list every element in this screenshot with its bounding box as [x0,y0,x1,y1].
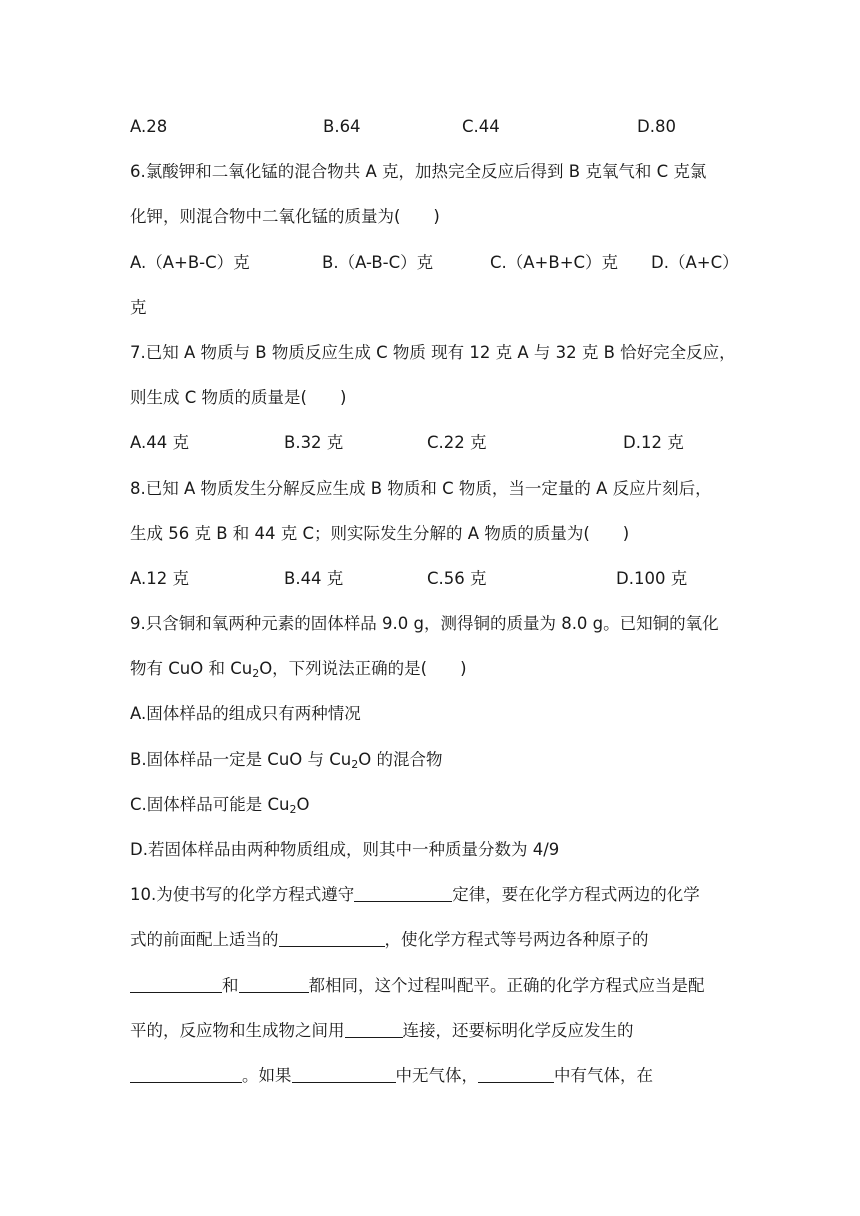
q10-text-4a: 平的，反应物和生成物之间用 [130,1020,345,1040]
q10-text-3a: 和 [222,975,239,995]
q9-subscript: 2 [252,667,260,681]
q10-text-2b: ，使化学方程式等号两边各种原子的 [384,930,649,950]
q8-stem-line-2: 生成 56 克 B 和 44 克 C；则实际发生分解的 A 物质的质量为( ) [130,523,630,543]
q8-stem-line-1: 8.已知 A 物质发生分解反应生成 B 物质和 C 物质，当一定量的 A 反应片刻后， [130,478,712,498]
q9-option-c-text-a: C.固体样品可能是 Cu [130,794,290,814]
q10-text-2a: 式的前面配上适当的 [130,930,279,950]
q7-stem-line-1: 7.已知 A 物质与 B 物质反应生成 C 物质 现有 12 克 A 与 32 克 B 恰好完全反应， [130,342,736,362]
q8-options [130,556,740,601]
q9-option-c-text-b: O [296,794,310,814]
q10-line-1 [130,872,740,917]
q10-line-3 [130,963,740,1008]
q10-text-4b: 连接，还要标明化学反应发生的 [402,1020,634,1040]
q6-option-c: C.（A+B+C）克 [490,252,619,272]
q9-option-b-subscript: 2 [351,757,359,771]
q9-stem-text-a: 物有 CuO 和 Cu [130,659,253,679]
q10-text-3b: 都相同，这个过程叫配平。正确的化学方程式应当是配 [308,975,705,995]
q5-option-b: B.64 [323,117,361,136]
q8-option-b: B.44 克 [284,568,344,588]
q7-stem-line-2: 则生成 C 物质的质量是( ) [130,388,347,408]
q10-text-5a: 。如果 [242,1065,292,1085]
q6-stem-line-2: 化钾，则混合物中二氧化锰的质量为( ) [130,207,440,227]
q6-stem-line-1: 6.氯酸钾和二氧化锰的混合物共 A 克，加热完全反应后得到 B 克氧气和 C 克氯 [130,162,707,182]
worksheet-page [130,104,740,1098]
q7-option-c: C.22 克 [427,433,487,453]
q8-option-d: D.100 克 [616,568,688,588]
q5-option-d: D.80 [637,117,676,136]
q9-option-b-text-a: B.固体样品一定是 CuO 与 Cu [130,749,352,769]
q5-option-a: A.28 [130,117,168,136]
q9-option-d: D.若固体样品由两种物质组成，则其中一种质量分数为 4/9 [130,840,560,859]
q9-option-c [130,782,740,827]
q10-blank-6[interactable] [130,1064,242,1083]
q10-blank-2[interactable] [279,928,385,947]
q10-line-4 [130,1008,740,1053]
q6-option-b: B.（A-B-C）克 [322,252,434,272]
q7-options [130,420,740,465]
q6-option-d: D.（A+C） [651,252,739,272]
q10-line-2 [130,917,740,962]
q10-text-1a: 10.为使书写的化学方程式遵守 [130,885,355,905]
q6-option-d-continued: 克 [130,297,147,317]
q8-option-a: A.12 克 [130,568,189,588]
q10-blank-8[interactable] [478,1064,554,1083]
q9-stem-text-b: O，下列说法正确的是( ) [259,659,467,679]
q10-blank-1[interactable] [354,883,452,902]
q6-options [130,240,740,285]
q9-option-b [130,737,740,782]
q5-options [130,104,740,149]
q10-blank-5[interactable] [345,1019,403,1038]
q10-blank-4[interactable] [239,974,309,993]
q8-option-c: C.56 克 [427,568,487,588]
q5-option-c: C.44 [462,117,500,136]
q7-option-b: B.32 克 [284,433,344,453]
q9-stem-line-1: 9.只含铜和氧两种元素的固体样品 9.0 g，测得铜的质量为 8.0 g。已知铜的氧化 [130,614,719,634]
q9-stem-line-2 [130,646,740,691]
q10-blank-3[interactable] [130,974,222,993]
q7-option-a: A.44 克 [130,433,189,453]
q6-option-a: A.（A+B-C）克 [130,252,250,272]
q9-option-c-subscript: 2 [289,802,297,816]
q10-line-5 [130,1053,740,1098]
q10-text-1b: 定律，要在化学方程式两边的化学 [452,885,700,905]
q10-blank-7[interactable] [292,1064,396,1083]
q10-text-5c: 中有气体，在 [554,1065,653,1085]
q9-option-a: A.固体样品的组成只有两种情况 [130,704,361,724]
q7-option-d: D.12 克 [623,433,684,453]
q10-text-5b: 中无气体， [395,1065,478,1085]
q9-option-b-text-b: O 的混合物 [358,749,443,769]
